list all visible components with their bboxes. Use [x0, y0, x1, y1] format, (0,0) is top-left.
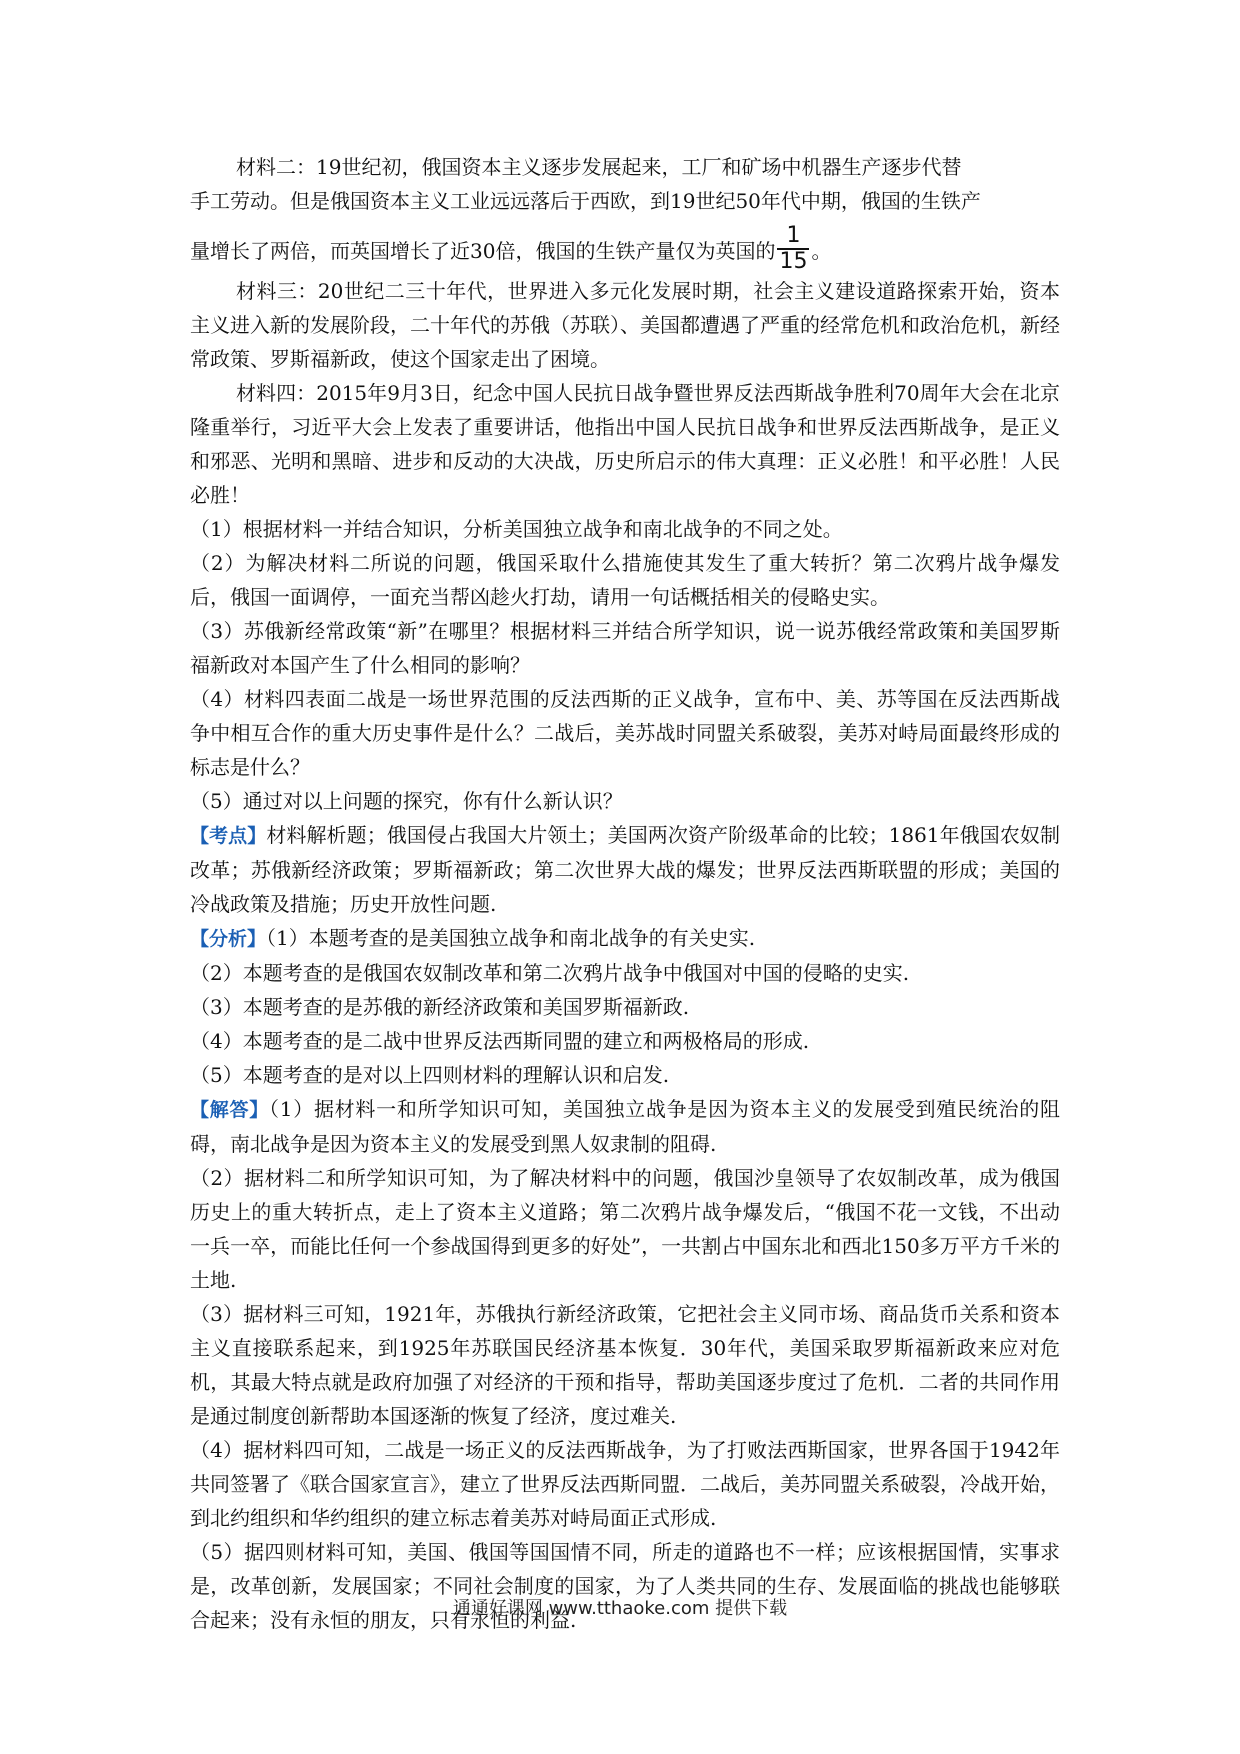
document-body — [190, 150, 1060, 1637]
page-footer: 通通好课网 www.tthaoke.com 提供下载 — [452, 1598, 788, 1619]
fenxi-item-1 — [190, 921, 1060, 956]
material-two-line-3-end: 。 — [811, 239, 832, 263]
fenxi-label: 【分析】 — [190, 928, 267, 950]
jieda-item-3: （3）据材料三可知，1921年，苏俄执行新经济政策，它把社会主义同市场、商品货币关系和资本主义直接联系起来，到1925年苏联国民经济基本恢复．30年代，美国采取罗斯福新政来应对危机，其最大特点就是政府加强了对经济的干预和指导，帮助美国逐步度过了危机．二者的共同作用是通过制度创新帮助本国逐渐的恢复了经济，度过难关. — [190, 1302, 1060, 1428]
jieda-item-4: （4）据材料四可知，二战是一场正义的反法西斯战争，为了打败法西斯国家，世界各国于1942年共同签署了《联合国家宣言》，建立了世界反法西斯同盟．二战后，美苏同盟关系破裂，冷战开始，到北约组织和华约组织的建立标志着美苏对峙局面正式形成. — [190, 1438, 1060, 1530]
material-two-line-2: 手工劳动。但是俄国资本主义工业远远落后于西欧，到19世纪50年代中期，俄国的生铁产 — [190, 189, 981, 213]
question-1: （1）根据材料一并结合知识，分析美国独立战争和南北战争的不同之处。 — [190, 517, 843, 541]
fraction — [777, 224, 809, 274]
material-three: 材料三：20世纪二三十年代，世界进入多元化发展时期，社会主义建设道路探索开始，资本主义进入新的发展阶段，二十年代的苏俄（苏联）、美国都遭遇了严重的经常危机和政治危机，新经常政策、罗斯福新政，使这个国家走出了困境。 — [190, 279, 1060, 371]
question-2: （2）为解决材料二所说的问题，俄国采取什么措施使其发生了重大转折？第二次鸦片战争爆发后，俄国一面调停，一面充当帮凶趁火打劫，请用一句话概括相关的侵略史实。 — [190, 551, 1060, 609]
fenxi-item-4: （4）本题考查的是二战中世界反法西斯同盟的建立和两极格局的形成. — [190, 1029, 810, 1053]
material-two-line-1: 材料二：19世纪初，俄国资本主义逐步发展起来，工厂和矿场中机器生产逐步代替 — [236, 155, 962, 179]
kaodian-label: 【考点】 — [190, 825, 267, 847]
fraction-numerator: 1 — [786, 223, 801, 248]
fenxi-item-1-text: （1）本题考查的是美国独立战争和南北战争的有关史实. — [266, 926, 756, 950]
question-5: （5）通过对以上问题的探究，你有什么新认识？ — [190, 789, 623, 813]
jieda-label: 【解答】 — [190, 1099, 269, 1121]
material-two — [190, 150, 1060, 274]
kaodian-section — [190, 818, 1060, 921]
question-4: （4）材料四表面二战是一场世界范围的反法西斯的正义战争，宣布中、美、苏等国在反法西斯战争中相互合作的重大历史事件是什么？二战后，美苏战时同盟关系破裂，美苏对峙局面最终形成的标志是什么？ — [190, 687, 1060, 779]
jieda-item-5: （5）据四则材料可知，美国、俄国等国国情不同，所走的道路也不一样；应该根据国情，实事求是，改革创新，发展国家；不同社会制度的国家，为了人类共同的生存、发展面临的挑战也能够联合起来；没有永恒的朋友，只有永恒的利益. — [190, 1540, 1060, 1632]
material-two-line-3-text: 量增长了两倍，而英国增长了近30倍，俄国的生铁产量仅为英国的 — [190, 239, 776, 263]
question-3: （3）苏俄新经常政策“新”在哪里？根据材料三并结合所学知识，说一说苏俄经常政策和美国罗斯福新政对本国产生了什么相同的影响？ — [190, 619, 1060, 677]
material-four: 材料四：2015年9月3日，纪念中国人民抗日战争暨世界反法西斯战争胜利70周年大会在北京隆重举行，习近平大会上发表了重要讲话，他指出中国人民抗日战争和世界反法西斯战争，是正义和邪恶、光明和黑暗、进步和反动的大决战，历史所启示的伟大真理：正义必胜！和平必胜！人民必胜！ — [190, 381, 1060, 507]
jieda-item-1-text: （1）据材料一和所学知识可知，美国独立战争是因为资本主义的发展受到殖民统治的阻碍，南北战争是因为资本主义的发展受到黑人奴隶制的阻碍. — [190, 1097, 1060, 1156]
jieda-item-1 — [190, 1092, 1060, 1161]
jieda-item-2: （2）据材料二和所学知识可知，为了解决材料中的问题，俄国沙皇领导了农奴制改革，成为俄国历史上的重大转折点，走上了资本主义道路；第二次鸦片战争爆发后，“俄国不花一文钱，不出动一兵一卒，而能比任何一个参战国得到更多的好处”，一共割占中国东北和西北150多万平方千米的土地. — [190, 1166, 1060, 1292]
fraction-denominator: 15 — [779, 249, 808, 274]
material-two-line-3 — [190, 218, 1060, 274]
kaodian-text: 材料解析题；俄国侵占我国大片领土；美国两次资产阶级革命的比较；1861年俄国农奴制改革；苏俄新经济政策；罗斯福新政；第二次世界大战的爆发；世界反法西斯联盟的形成；美国的冷战政策及措施；历史开放性问题. — [190, 823, 1060, 916]
fenxi-item-3: （3）本题考查的是苏俄的新经济政策和美国罗斯福新政. — [190, 995, 690, 1019]
fenxi-item-5: （5）本题考查的是对以上四则材料的理解认识和启发. — [190, 1063, 670, 1087]
fenxi-item-2: （2）本题考查的是俄国农奴制改革和第二次鸦片战争中俄国对中国的侵略的史实. — [190, 961, 910, 985]
